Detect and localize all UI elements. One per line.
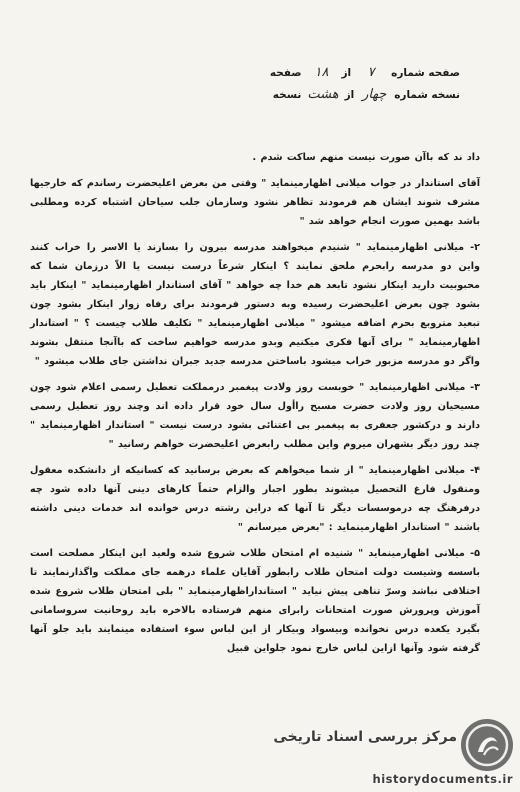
archive-emblem-icon xyxy=(461,719,513,771)
paragraph-item-4: ۴- میلانی اظهارمینماید " از شما میخواهم که بعرض برسانید که کسانیکه از دانشکده معقول ومنقول فارغ التحصیل میشوند بطور اجبار والزام حتماً کارهای دینی آنها داده شود چه درفرهنگ چه درموسسات دیگر تا آنها که دراین رشته درس خوانده اند خدمات دینی داشته باشند " استاندار اظهارمینماید : "بعرض میرسانم " xyxy=(30,465,480,533)
paragraph-item-3: ۳- میلانی اظهارمینماید " خوبست روز ولادت پیغمبر درمملکت تعطیل رسمی اعلام شود چون مسیحیان روز ولادت حضرت مسیح راأول سال خود قرار داده اند وچند روز تعطیل رسمی دارند و درکشور جعفری به پیغمبر بی اعتنائی بشود درست نیست " استاندار اظهارمینماید " چند روز دیگر بشهران میروم واین مطلب رابعرض اعلیحضرت خواهم رسانید " xyxy=(30,382,480,450)
copy-number: چهار xyxy=(362,87,387,102)
page-total: ۱۸ xyxy=(314,65,329,80)
copy-total: هشت xyxy=(307,87,339,102)
page-number: ۷ xyxy=(367,65,375,80)
paragraph-item-5: ۵- میلانی اظهارمینماید " شنیده ام امتحان طلاب شروع شده ولعید این اینکار مصلحت است باسسه وشیست دولت امتحان طلاب رابطور آقایان علماء درهمه جای مملکت واگذارنمایند تا اختلافی نباشد وسرّ تناهی پیش نیاید " استانداراظهارمینماید " بلی امتحان طلاب شروع شده آموزش وپرورش صورت امتحانات رابرای منهم فرستاده بالاخره باید روحانیت سروسامانی بگیرد یکعده درس نخوانده وبیسواد وبیکار از این لباس سوء استفاده مینمایند باید جلو آنها گرفته شود وآنها ازاین لباس خارج نمود جلواین قبیل xyxy=(30,548,480,654)
page-label: صفحه شماره xyxy=(391,67,460,79)
watermark-logo xyxy=(273,715,520,792)
copy-suffix: نسخه xyxy=(272,89,302,101)
copy-number-row xyxy=(220,84,460,106)
document-body xyxy=(30,148,480,665)
page-number-row xyxy=(220,62,460,84)
watermark-url: historydocuments.ir xyxy=(372,772,513,786)
page-suffix: صفحه xyxy=(269,67,302,79)
paragraph-intro: داد ند که باآن صورت نیست منهم ساکت شدم . xyxy=(252,152,480,163)
paragraph-item-2: ۲- میلانی اظهارمینماید " شنیدم میخواهند مدرسه بیرون را بسازند یا الاسر را خراب کنند واین دو مدرسه رابحرم ملحق نمایند ؟ اینکار شرعاً درست نیست یا الاّ درزمان شما که محبوبیت دارید اینکار نشود تابعد هم خدا چه خواهد " آقای استاندار اظهارمینماید " اینکار باید بشود چون بعرض اعلیحضرت رسیده وبه دستور فرمودند برای رفاه زوار اینکار بشود چون تبعید متروبع بحرم اضافه میشود " میلانی اظهارمینماید " تکلیف طلاب چیست ؟ " استاندار اظهارمینماید " برای آنها فکری میکنیم وبدو مدرسه خواهیم ساخت که باآنجا منتقل بشوند واگر دو مدرسه مزبور خراب میشود باساختن مدرسه جدید جبران نداشتن جای طلاب میشود " xyxy=(30,242,480,367)
watermark-title: مرکز بررسی اسناد تاریخی xyxy=(273,729,457,745)
copy-label: نسخه شماره xyxy=(394,89,460,101)
document-header xyxy=(220,62,460,106)
paragraph-governor-reply: آقای استاندار در جواب میلانی اظهارمینماید " وقتی من بعرض اعلیحضرت رساندم که خارجیها مشرف شوند ایشان هم فرمودند تظاهر نشود وسازمان جلب سیاحان اشتباه کرده ومطلبی باشد بهمین صورت انجام خواهد شد " xyxy=(30,178,480,227)
copy-of: از xyxy=(344,89,355,101)
page-of: از xyxy=(341,67,352,79)
